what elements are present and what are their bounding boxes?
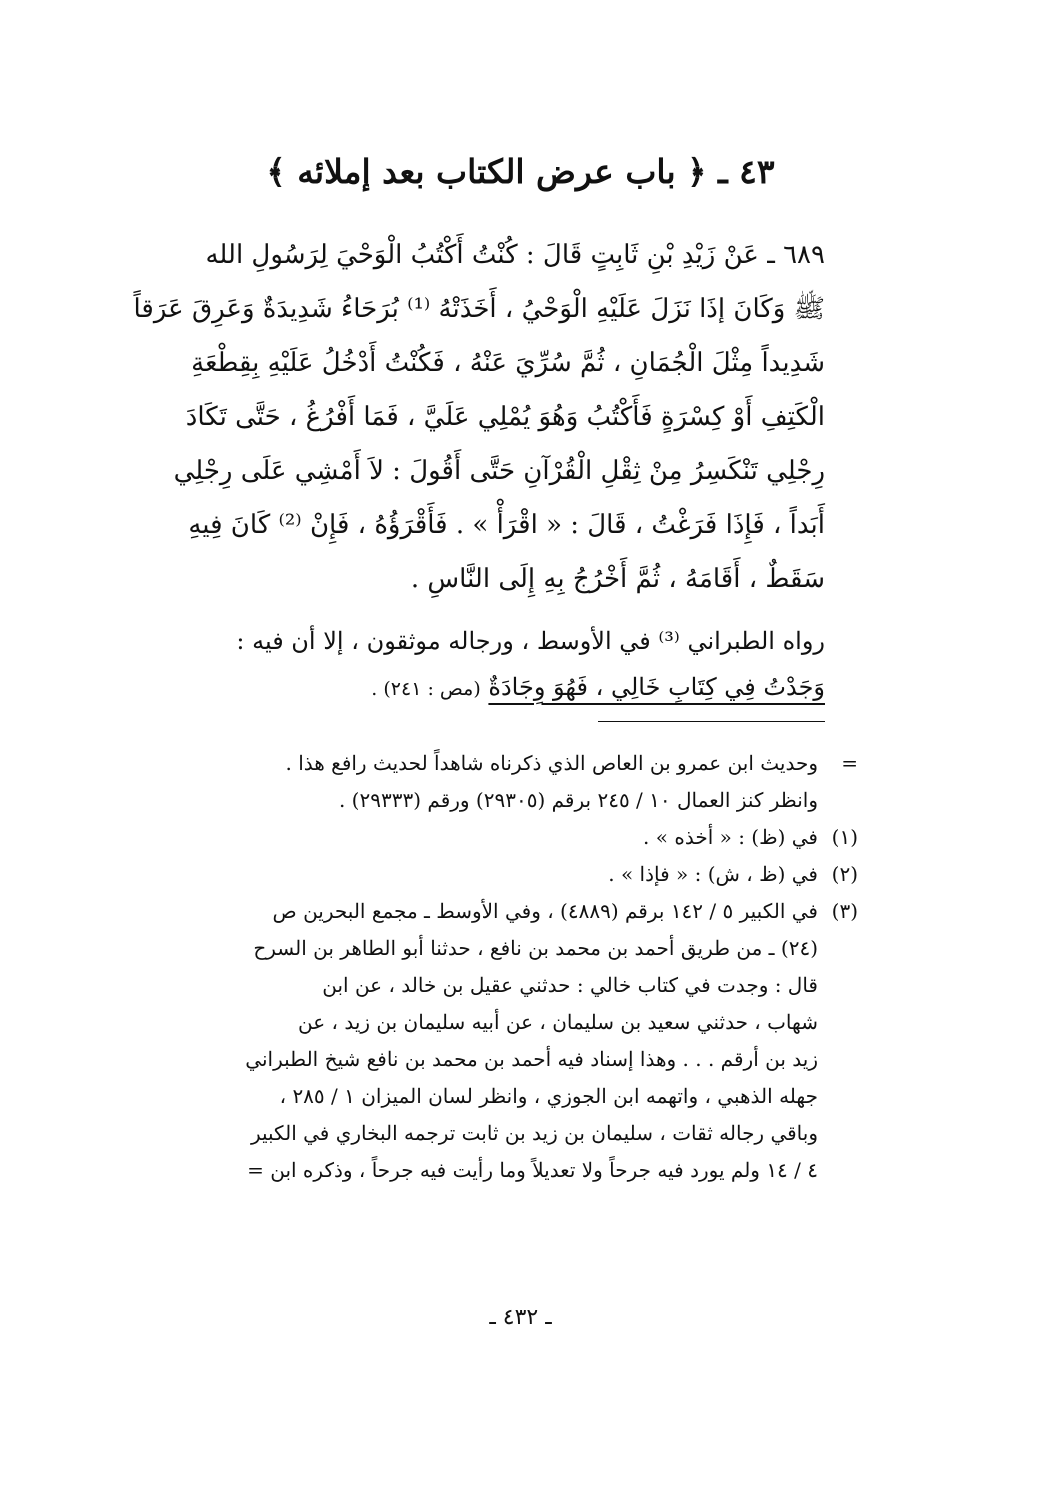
riwaya-quote-line (195, 664, 825, 710)
footnote-text: في (ظ) : « أخذه » . (643, 825, 818, 849)
hadith-line: أَبَداً ، فَإِذَا فَرَغْتُ ، قَالَ : « اقْرَأْ » . فَأَقْرَؤُهُ ، فَإِنْ ⁽²⁾ كَانَ فِيهِ (188, 510, 825, 540)
riwaya-line: رواه الطبراني ⁽³⁾ في الأوسط ، ورجاله موثقون ، إلا أن فيه : (236, 627, 825, 655)
hadith-line: سَقَطٌ ، أَقَامَهُ ، ثُمَّ أَخْرُجُ بِهِ إِلَى النَّاسِ . (410, 564, 825, 594)
footnote-text: (٢٤) ـ من طريق أحمد بن محمد بن نافع ، حدثنا أبو الطاهر بن السرح (253, 936, 818, 960)
chapter-heading: ٤٣ ـ ﴿ باب عرض الكتاب بعد إملائه ﴾ (266, 152, 775, 191)
footnote-text: قال : وجدت في كتاب خالي : حدثني عقيل بن خالد ، عن ابن (322, 973, 818, 997)
footnote-3 (168, 893, 858, 930)
footnote-text: في الكبير ٥ / ١٤٢ برقم (٤٨٨٩) ، وفي الأوسط ـ مجمع البحرين ص (272, 899, 818, 923)
footnote-mark: = (841, 751, 858, 775)
footnote-1 (168, 819, 858, 856)
footnote-text: وباقي رجاله ثقات ، سليمان بن زيد بن ثابت ترجمه البخاري في الكبير (250, 1121, 818, 1145)
footnote-text: زيد بن أرقم . . . وهذا إسناد فيه أحمد بن محمد بن نافع شيخ الطبراني (245, 1047, 818, 1071)
riwaya-ref: (مص : ٢٤١) . (371, 678, 481, 700)
hadith-line: رِجْلِي تَنْكَسِرُ مِنْ ثِقْلِ الْقُرْآنِ حَتَّى أَقُولَ : لاَ أَمْشِي عَلَى رِجْلِي (173, 456, 825, 486)
footnote-continuation (168, 745, 858, 782)
footnote-mark: (٣) (831, 899, 858, 923)
footnote-text: ٤ / ١٤ ولم يورد فيه جرحاً ولا تعديلاً وما رأيت فيه جرحاً ، وذكره ابن = (247, 1158, 818, 1182)
hadith-line: الْكَتِفِ أَوْ كِسْرَةٍ فَأَكْتُبُ وَهُوَ يُمْلِي عَلَيَّ ، فَمَا أَفْرُغُ ، حَتَّى تَكَادَ (185, 402, 825, 432)
footnote-text: شهاب ، حدثني سعيد بن سليمان ، عن أبيه سليمان بن زيد ، عن (298, 1010, 818, 1034)
footnote-text: في (ظ ، ش) : « فإذا » . (608, 862, 818, 886)
riwaya-block (195, 618, 825, 710)
footnote-separator (598, 721, 825, 722)
footnote-mark: (١) (831, 825, 858, 849)
hadith-line: ﷺ وَكَانَ إذَا نَزَلَ عَلَيْهِ الْوَحْيُ ، أَخَذَتْهُ ⁽¹⁾ بُرَحَاءُ شَدِيدَةٌ وَعَرِقَ عَرَقاً (133, 294, 825, 324)
footnote-text: وانظر كنز العمال ١٠ / ٢٤٥ برقم (٢٩٣٠٥) ورقم (٢٩٣٣٣) . (338, 788, 818, 812)
footnote-mark: (٢) (831, 862, 858, 886)
footnote-text: جهله الذهبي ، واتهمه ابن الجوزي ، وانظر لسان الميزان ١ / ٢٨٥ ، (279, 1084, 818, 1108)
hadith-text (133, 228, 825, 606)
hadith-line: شَدِيداً مِثْلَ الْجُمَانِ ، ثُمَّ سُرِّيَ عَنْهُ ، فَكُنْتُ أَدْخُلُ عَلَيْهِ بِقِطْعَةِ (191, 348, 825, 378)
riwaya-quote: وَجَدْتُ فِي كِتَابِ خَالِي ، فَهُوَ وِجَادَةٌ (488, 673, 825, 701)
hadith-line: ٦٨٩ ـ عَنْ زَيْدِ بْنِ ثَابِتٍ قَالَ : كُنْتُ أَكْتُبُ الْوَحْيَ لِرَسُولِ الله (205, 240, 825, 270)
footnote-text: وحديث ابن عمرو بن العاص الذي ذكرناه شاهداً لحديث رافع هذا . (285, 751, 818, 775)
page-number: ـ ٤٣٢ ـ (489, 1305, 552, 1330)
footnote-2 (168, 856, 858, 893)
footnotes (168, 745, 858, 1189)
